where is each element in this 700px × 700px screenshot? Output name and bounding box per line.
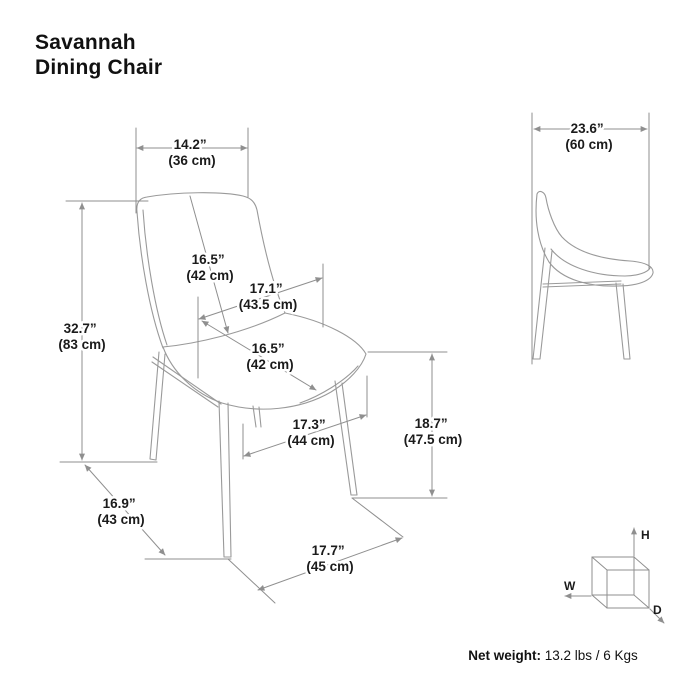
label-side-width: 23.6” (60 cm) [565,121,613,152]
side-view-chair [533,191,653,359]
front-right-leg [335,381,357,495]
label-seat-span: 17.1” (43.5 cm) [238,281,298,312]
label-base-depth: 16.9” (43 cm) [97,496,145,527]
title-line-2: Dining Chair [35,56,163,79]
dimension-labels [58,121,612,574]
front-left-leg [219,401,231,557]
label-seat-height: 18.7” (47.5 cm) [403,416,463,447]
side-shell-seam [551,249,650,276]
main-view-chair [137,193,366,557]
label-overall-height: 32.7” (83 cm) [58,321,106,352]
label-leg-span: 17.3” (44 cm) [287,417,335,448]
rear-left-leg [150,352,165,460]
label-overall-depth: 17.7” (45 cm) [306,543,354,574]
side-front-leg [616,283,630,359]
side-shell-outline [536,191,653,286]
label-backrest-height: 16.5” (42 cm) [186,252,234,283]
dimension-lines [60,113,649,603]
floor-guide-lines [145,498,403,603]
label-back-width: 14.2” (36 cm) [168,137,216,168]
net-weight-value: 13.2 lbs / 6 Kgs [544,648,638,663]
cube-wireframe [592,557,649,608]
width-axis-label: W [564,579,576,593]
seat-front-rim [300,366,358,403]
net-weight [468,648,638,663]
label-seat-depth: 16.5” (42 cm) [246,341,294,372]
side-rear-leg [533,248,552,359]
axis-cube-icon [564,528,664,623]
depth-axis-label: D [653,603,662,617]
height-axis-label: H [641,528,650,542]
title-line-1: Savannah [35,31,136,54]
net-weight-label: Net weight: [468,648,541,663]
